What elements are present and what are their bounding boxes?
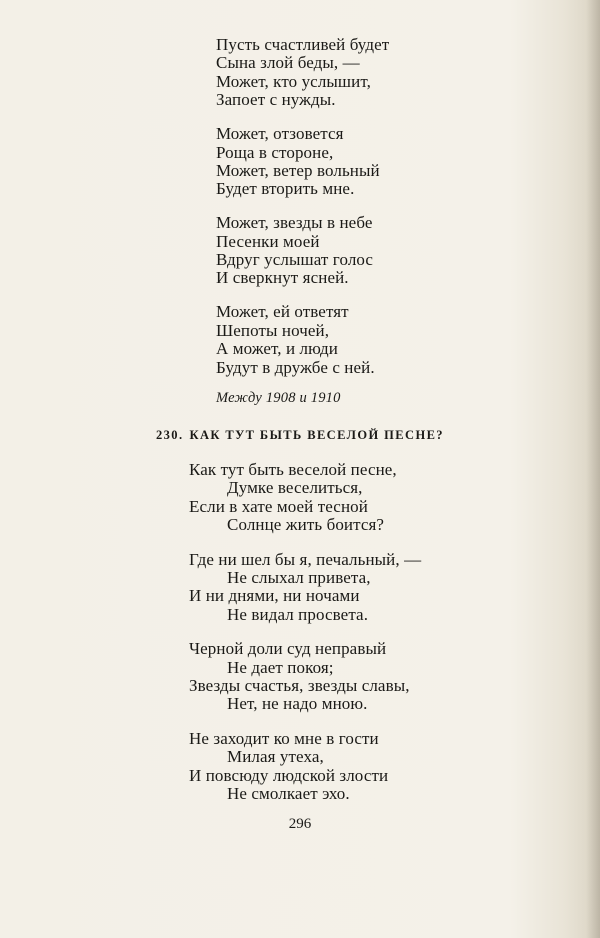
verse-line: И ни днями, ни ночами	[189, 586, 360, 606]
verse-line: Если в хате моей тесной	[189, 496, 368, 516]
verse-line: Может, кто услышит,	[216, 71, 371, 91]
verse-line-indented: Нет, не надо мною.	[227, 694, 368, 714]
verse-line-indented: Солнце жить боится?	[227, 515, 385, 535]
verse-line: А может, и люди	[216, 339, 338, 359]
verse-line-indented: Милая утеха,	[227, 747, 324, 767]
verse-line-indented: Думке веселиться,	[227, 478, 363, 498]
verse-line: Звезды счастья, звезды славы,	[189, 676, 410, 696]
verse-line: И повсюду людской злости	[189, 765, 389, 785]
verse-line: Будут в дружбе с ней.	[216, 357, 375, 377]
verse-line: Вдруг услышат голос	[216, 250, 374, 270]
verse-line-indented: Не слыхал привета,	[227, 568, 371, 588]
verse-line: Как тут быть веселой песне,	[189, 460, 397, 479]
stanza	[189, 640, 509, 714]
verse-line: Черной доли суд неправый	[189, 639, 387, 659]
previous-poem-continuation	[216, 36, 516, 407]
poem-title: КАК ТУТ БЫТЬ ВЕСЕЛОЙ ПЕСНЕ?	[189, 428, 444, 442]
poem-number: 230.	[156, 428, 184, 442]
page-number: 296	[288, 816, 312, 832]
spine-shadow	[586, 0, 600, 938]
stanza	[216, 214, 516, 288]
poem-body	[189, 461, 509, 804]
verse-line: Где ни шел бы я, печальный, —	[189, 549, 422, 569]
verse-line-indented: Не дает покоя;	[227, 657, 334, 677]
verse-line: Будет вторить мне.	[216, 179, 355, 199]
verse-line-indented: Не смолкает эхо.	[227, 784, 350, 804]
stanza	[189, 461, 509, 535]
verse-line: Пусть счастливей будет	[216, 35, 390, 54]
verse-line: И сверкнут ясней.	[216, 268, 349, 288]
verse-line: Запоет с нужды.	[216, 90, 336, 110]
verse-line: Может, отзовется	[216, 124, 344, 144]
poem-date: Между 1908 и 1910	[216, 390, 341, 406]
stanza	[216, 125, 516, 199]
stanza	[216, 303, 516, 377]
verse-line: Не заходит ко мне в гости	[189, 728, 379, 748]
stanza	[216, 36, 516, 110]
verse-line-indented: Не видал просвета.	[227, 604, 369, 624]
verse-line: Может, ей ответят	[216, 302, 349, 322]
stanza	[189, 551, 509, 625]
poem-heading	[156, 428, 444, 443]
verse-line: Может, ветер вольный	[216, 160, 380, 180]
verse-line: Роща в стороне,	[216, 142, 334, 162]
verse-line: Сына злой беды, —	[216, 53, 360, 73]
stanza	[189, 730, 509, 804]
verse-line: Шепоты ночей,	[216, 320, 330, 340]
verse-line: Песенки моей	[216, 231, 320, 251]
verse-line: Может, звезды в небе	[216, 213, 373, 233]
